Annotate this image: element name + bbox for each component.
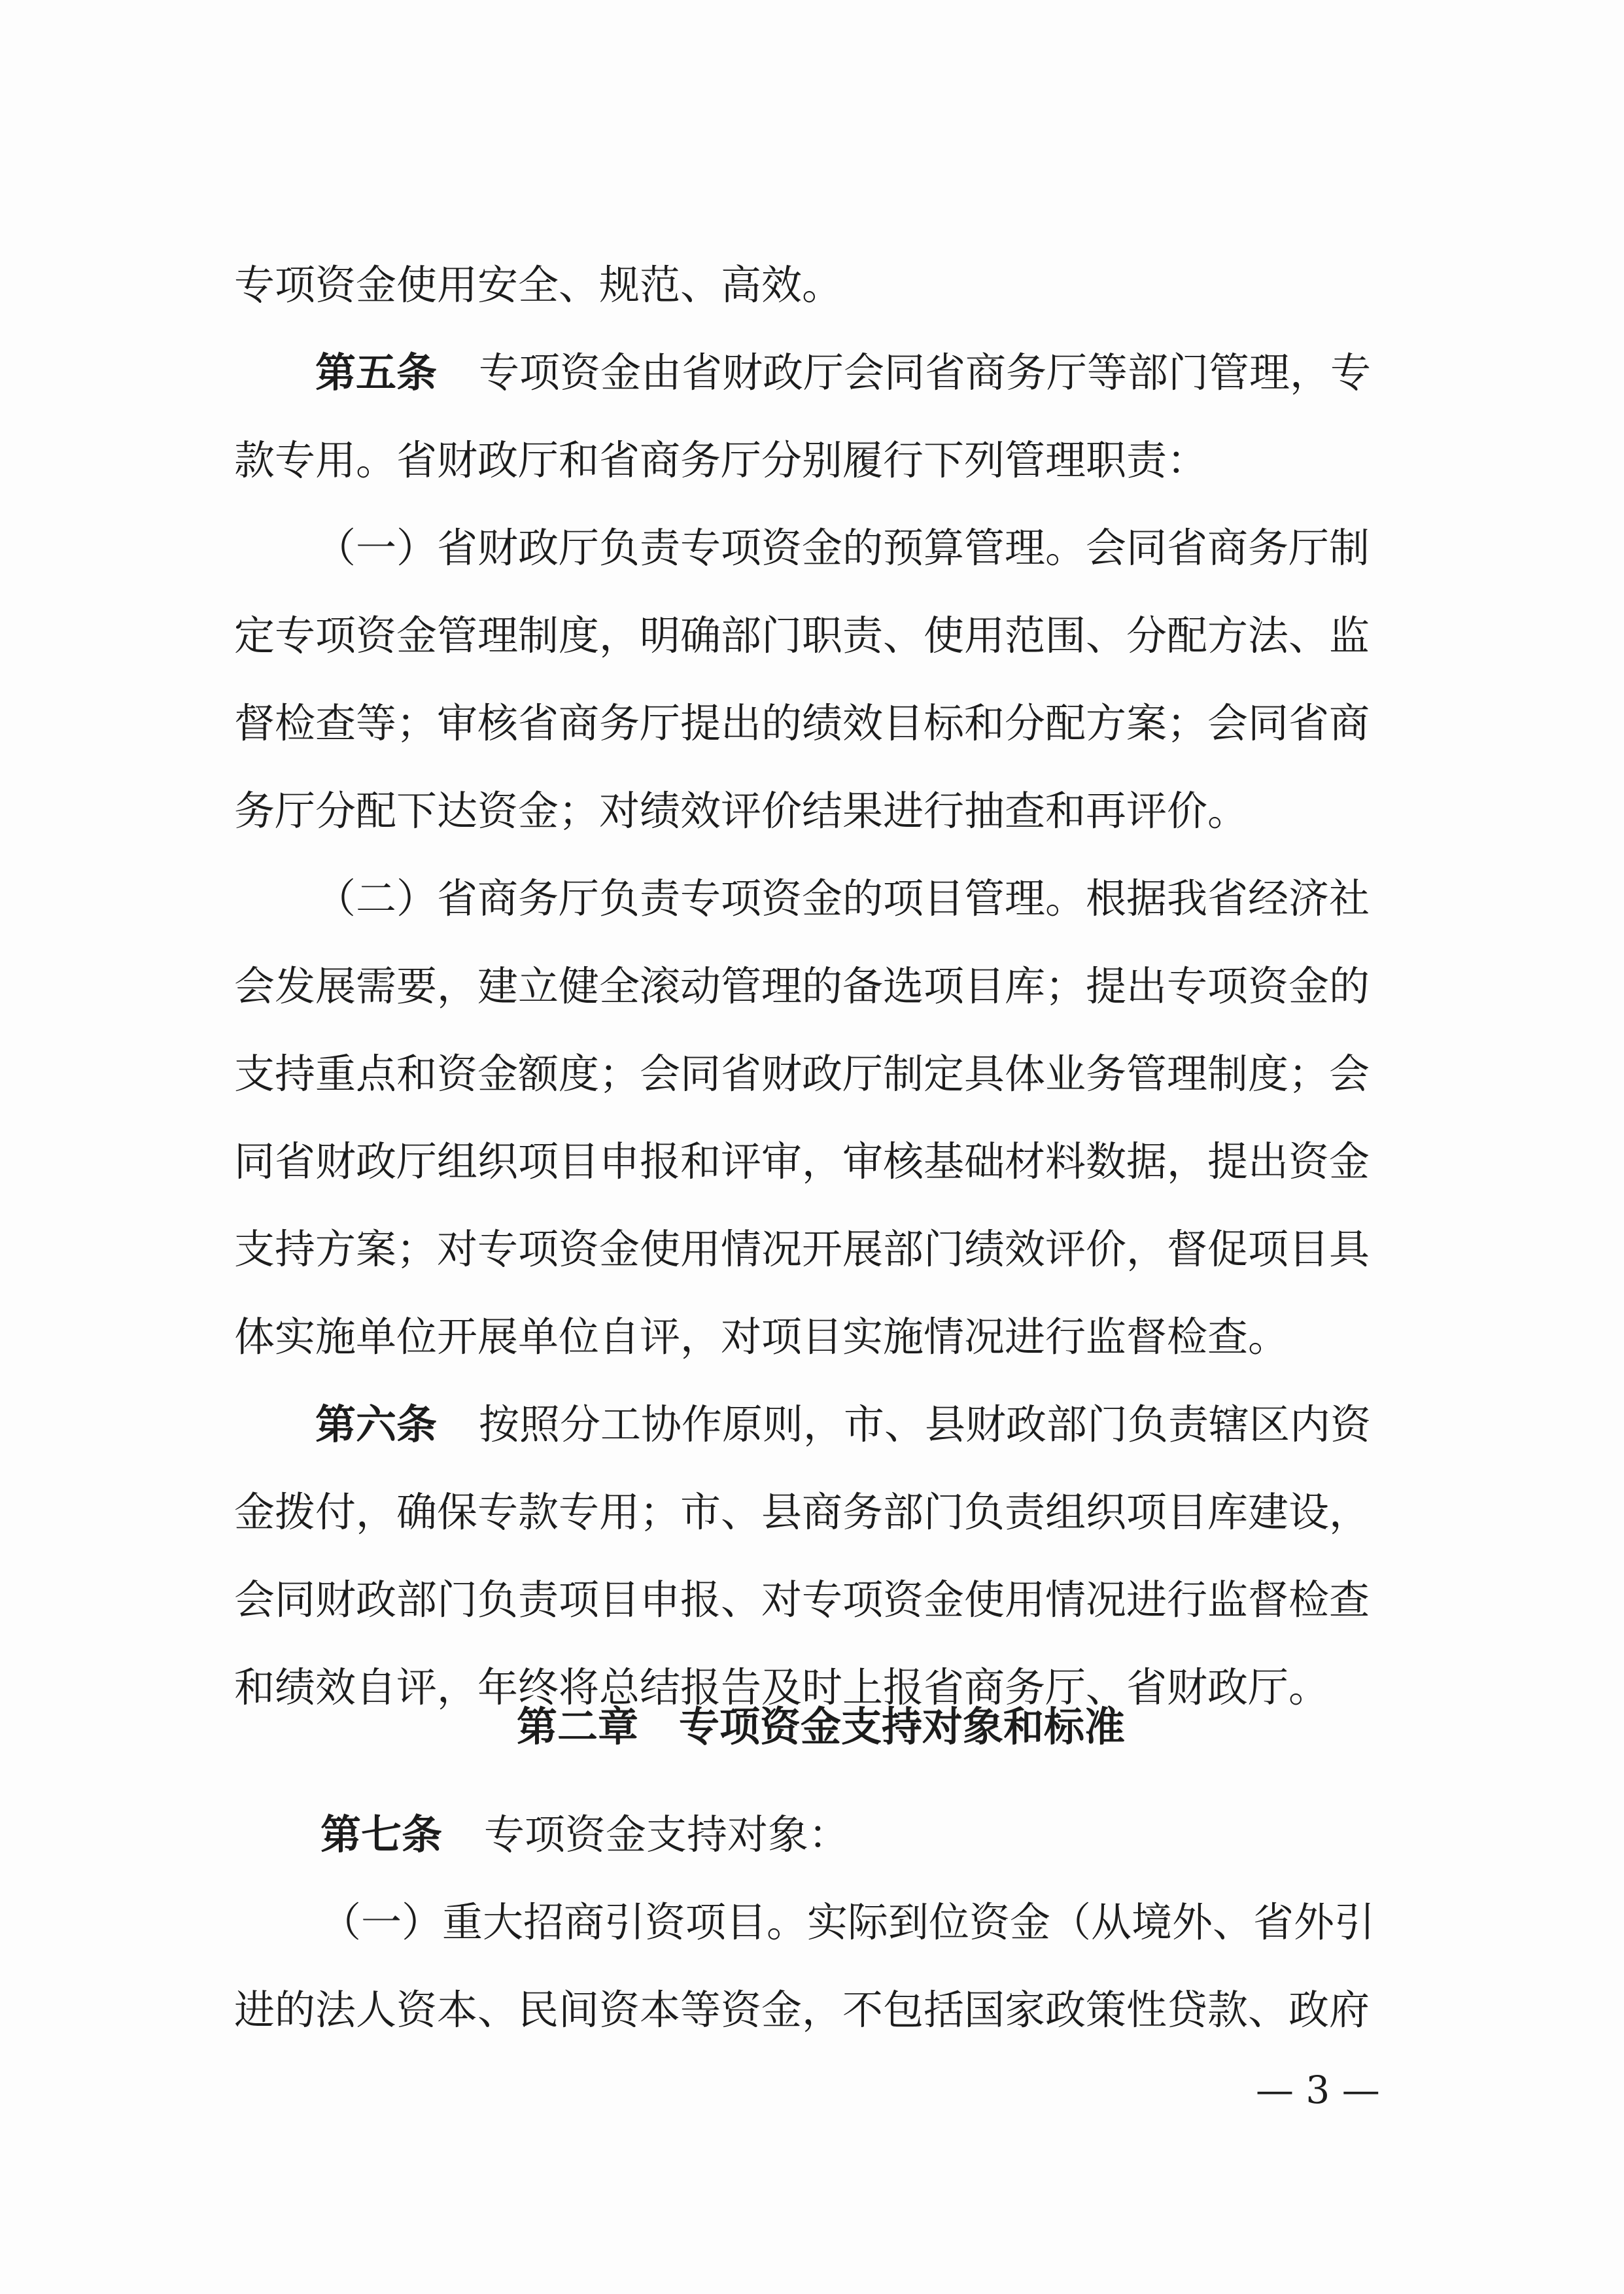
paragraph-line: 同省财政厅组织项目申报和评审，审核基础材料数据，提出资金 (234, 1138, 1370, 1185)
paragraph-line: 会同财政部门负责项目申报、对专项资金使用情况进行监督检查 (234, 1576, 1370, 1624)
article-five-line (315, 347, 1371, 399)
article-seven-line (320, 1809, 849, 1861)
article-seven-heading: 第七条 (320, 1811, 443, 1858)
article-six-text: 按照分工协作原则，市、县财政部门负责辖区内资 (479, 1400, 1372, 1448)
paragraph-line: （二）省商务厅负责专项资金的项目管理。根据我省经济社 (315, 875, 1370, 922)
paragraph-line: 金拨付，确保专款专用；市、县商务部门负责组织项目库建设， (234, 1488, 1370, 1536)
paragraph-line: 支持方案；对专项资金使用情况开展部门绩效评价，督促项目具 (234, 1225, 1370, 1273)
article-six-heading: 第六条 (315, 1400, 438, 1448)
paragraph-line: 专项资金使用安全、规范、高效。 (234, 261, 843, 309)
paragraph-line: 进的法人资本、民间资本等资金，不包括国家政策性贷款、政府 (234, 1986, 1370, 2034)
paragraph-line: 定专项资金管理制度，明确部门职责、使用范围、分配方法、监 (234, 612, 1370, 659)
paragraph-line: 体实施单位开展单位自评，对项目实施情况进行监督检查。 (234, 1313, 1289, 1361)
paragraph-line: 支持重点和资金额度；会同省财政厅制定具体业务管理制度；会 (234, 1050, 1370, 1098)
page-number: — 3 — (1256, 2068, 1380, 2112)
article-five-text: 专项资金由省财政厅会同省商务厅等部门管理，专 (479, 349, 1372, 396)
paragraph-line: 会发展需要，建立健全滚动管理的备选项目库；提出专项资金的 (234, 962, 1370, 1010)
chapter-title: 第二章 专项资金支持对象和标准 (517, 1703, 1126, 1750)
paragraph-line: （一）重大招商引资项目。实际到位资金（从境外、省外引 (320, 1898, 1375, 1946)
paragraph-line: 督检查等；审核省商务厅提出的绩效目标和分配方案；会同省商 (234, 699, 1370, 747)
paragraph-line: 和绩效自评，年终将总结报告及时上报省商务厅、省财政厅。 (234, 1663, 1330, 1711)
paragraph-line: 款专用。省财政厅和省商务厅分别履行下列管理职责： (234, 436, 1208, 484)
article-five-heading: 第五条 (315, 349, 438, 396)
article-seven-text: 专项资金支持对象： (484, 1811, 850, 1858)
paragraph-line: （一）省财政厅负责专项资金的预算管理。会同省商务厅制 (315, 524, 1370, 572)
article-six-line (315, 1399, 1371, 1451)
paragraph-line: 务厅分配下达资金；对绩效评价结果进行抽查和再评价。 (234, 787, 1249, 835)
